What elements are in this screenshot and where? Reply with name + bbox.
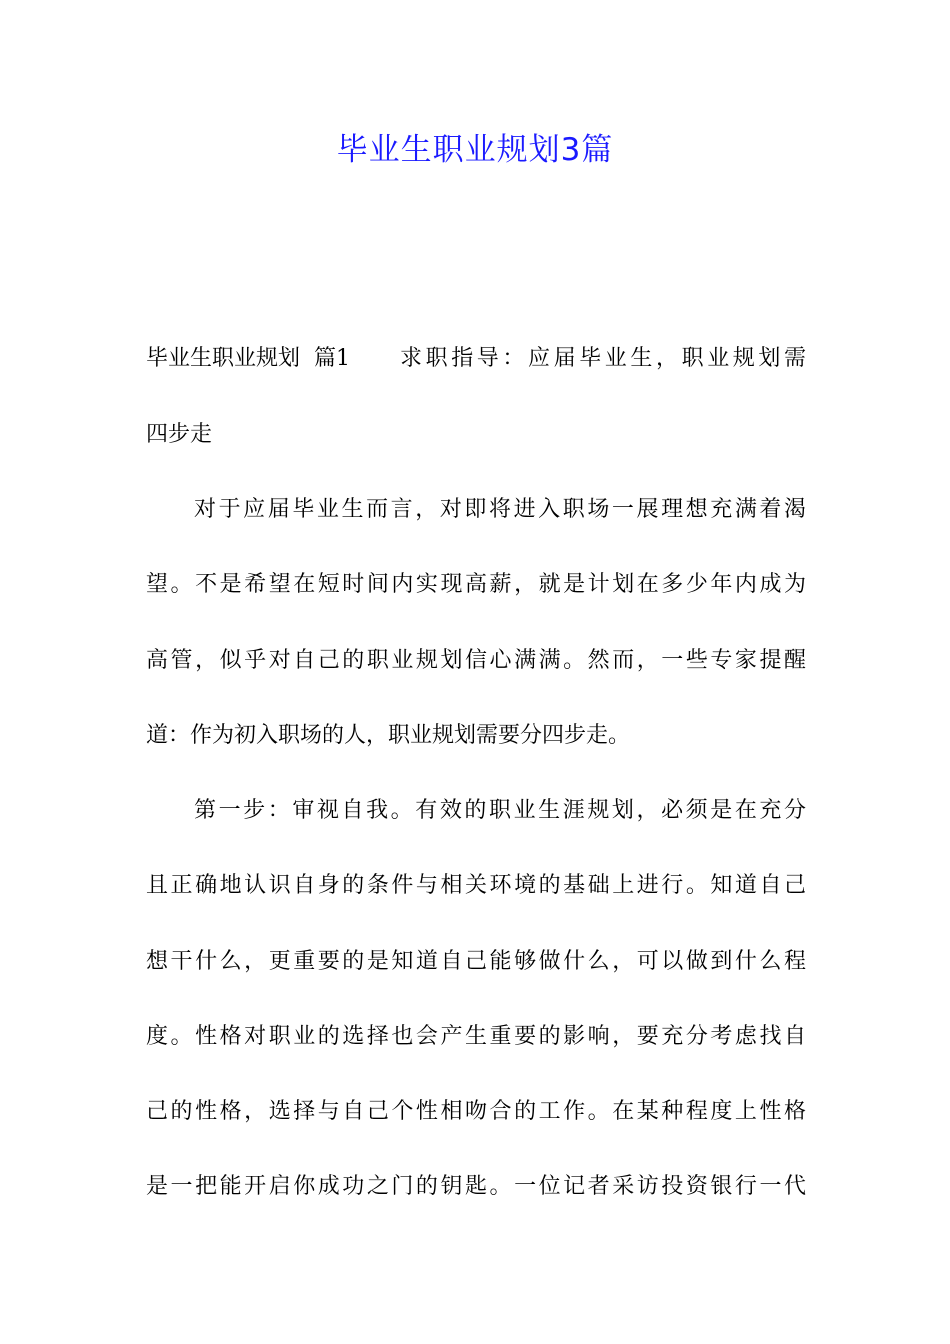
paragraph-line: 度。性格对职业的选择也会产生重要的影响，要充分考虑找自: [146, 1024, 806, 1049]
section-heading: [146, 343, 806, 375]
paragraph-line: 且正确地认识自身的条件与相关环境的基础上进行。知道自己: [146, 873, 806, 898]
section-heading-title: 毕业生职业规划: [146, 346, 301, 371]
paragraph-line: 是一把能开启你成功之门的钥匙。一位记者采访投资银行一代: [146, 1174, 806, 1199]
paragraph-line: 高管，似乎对自己的职业规划信心满满。然而，一些专家提醒: [146, 648, 806, 673]
section-heading-continuation: 四步走: [146, 422, 213, 447]
paragraph-line: 第一步：审视自我。有效的职业生涯规划，必须是在充分: [194, 798, 806, 823]
paragraph-line: 想干什么，更重要的是知道自己能够做什么，可以做到什么程: [146, 949, 806, 974]
paragraph-line: 望。不是希望在短时间内实现高薪，就是计划在多少年内成为: [146, 572, 806, 597]
section-heading-number: 篇1: [314, 346, 351, 371]
paragraph-line: 对于应届毕业生而言，对即将进入职场一展理想充满着渴: [194, 497, 806, 522]
paragraph-line: 己的性格，选择与自己个性相吻合的工作。在某种程度上性格: [146, 1099, 806, 1124]
paragraph-line: 道：作为初入职场的人，职业规划需要分四步走。: [146, 723, 631, 748]
document-title: 毕业生职业规划3篇: [336, 132, 614, 168]
section-heading-subtitle: 求职指导：应届毕业生，职业规划需: [400, 346, 806, 371]
